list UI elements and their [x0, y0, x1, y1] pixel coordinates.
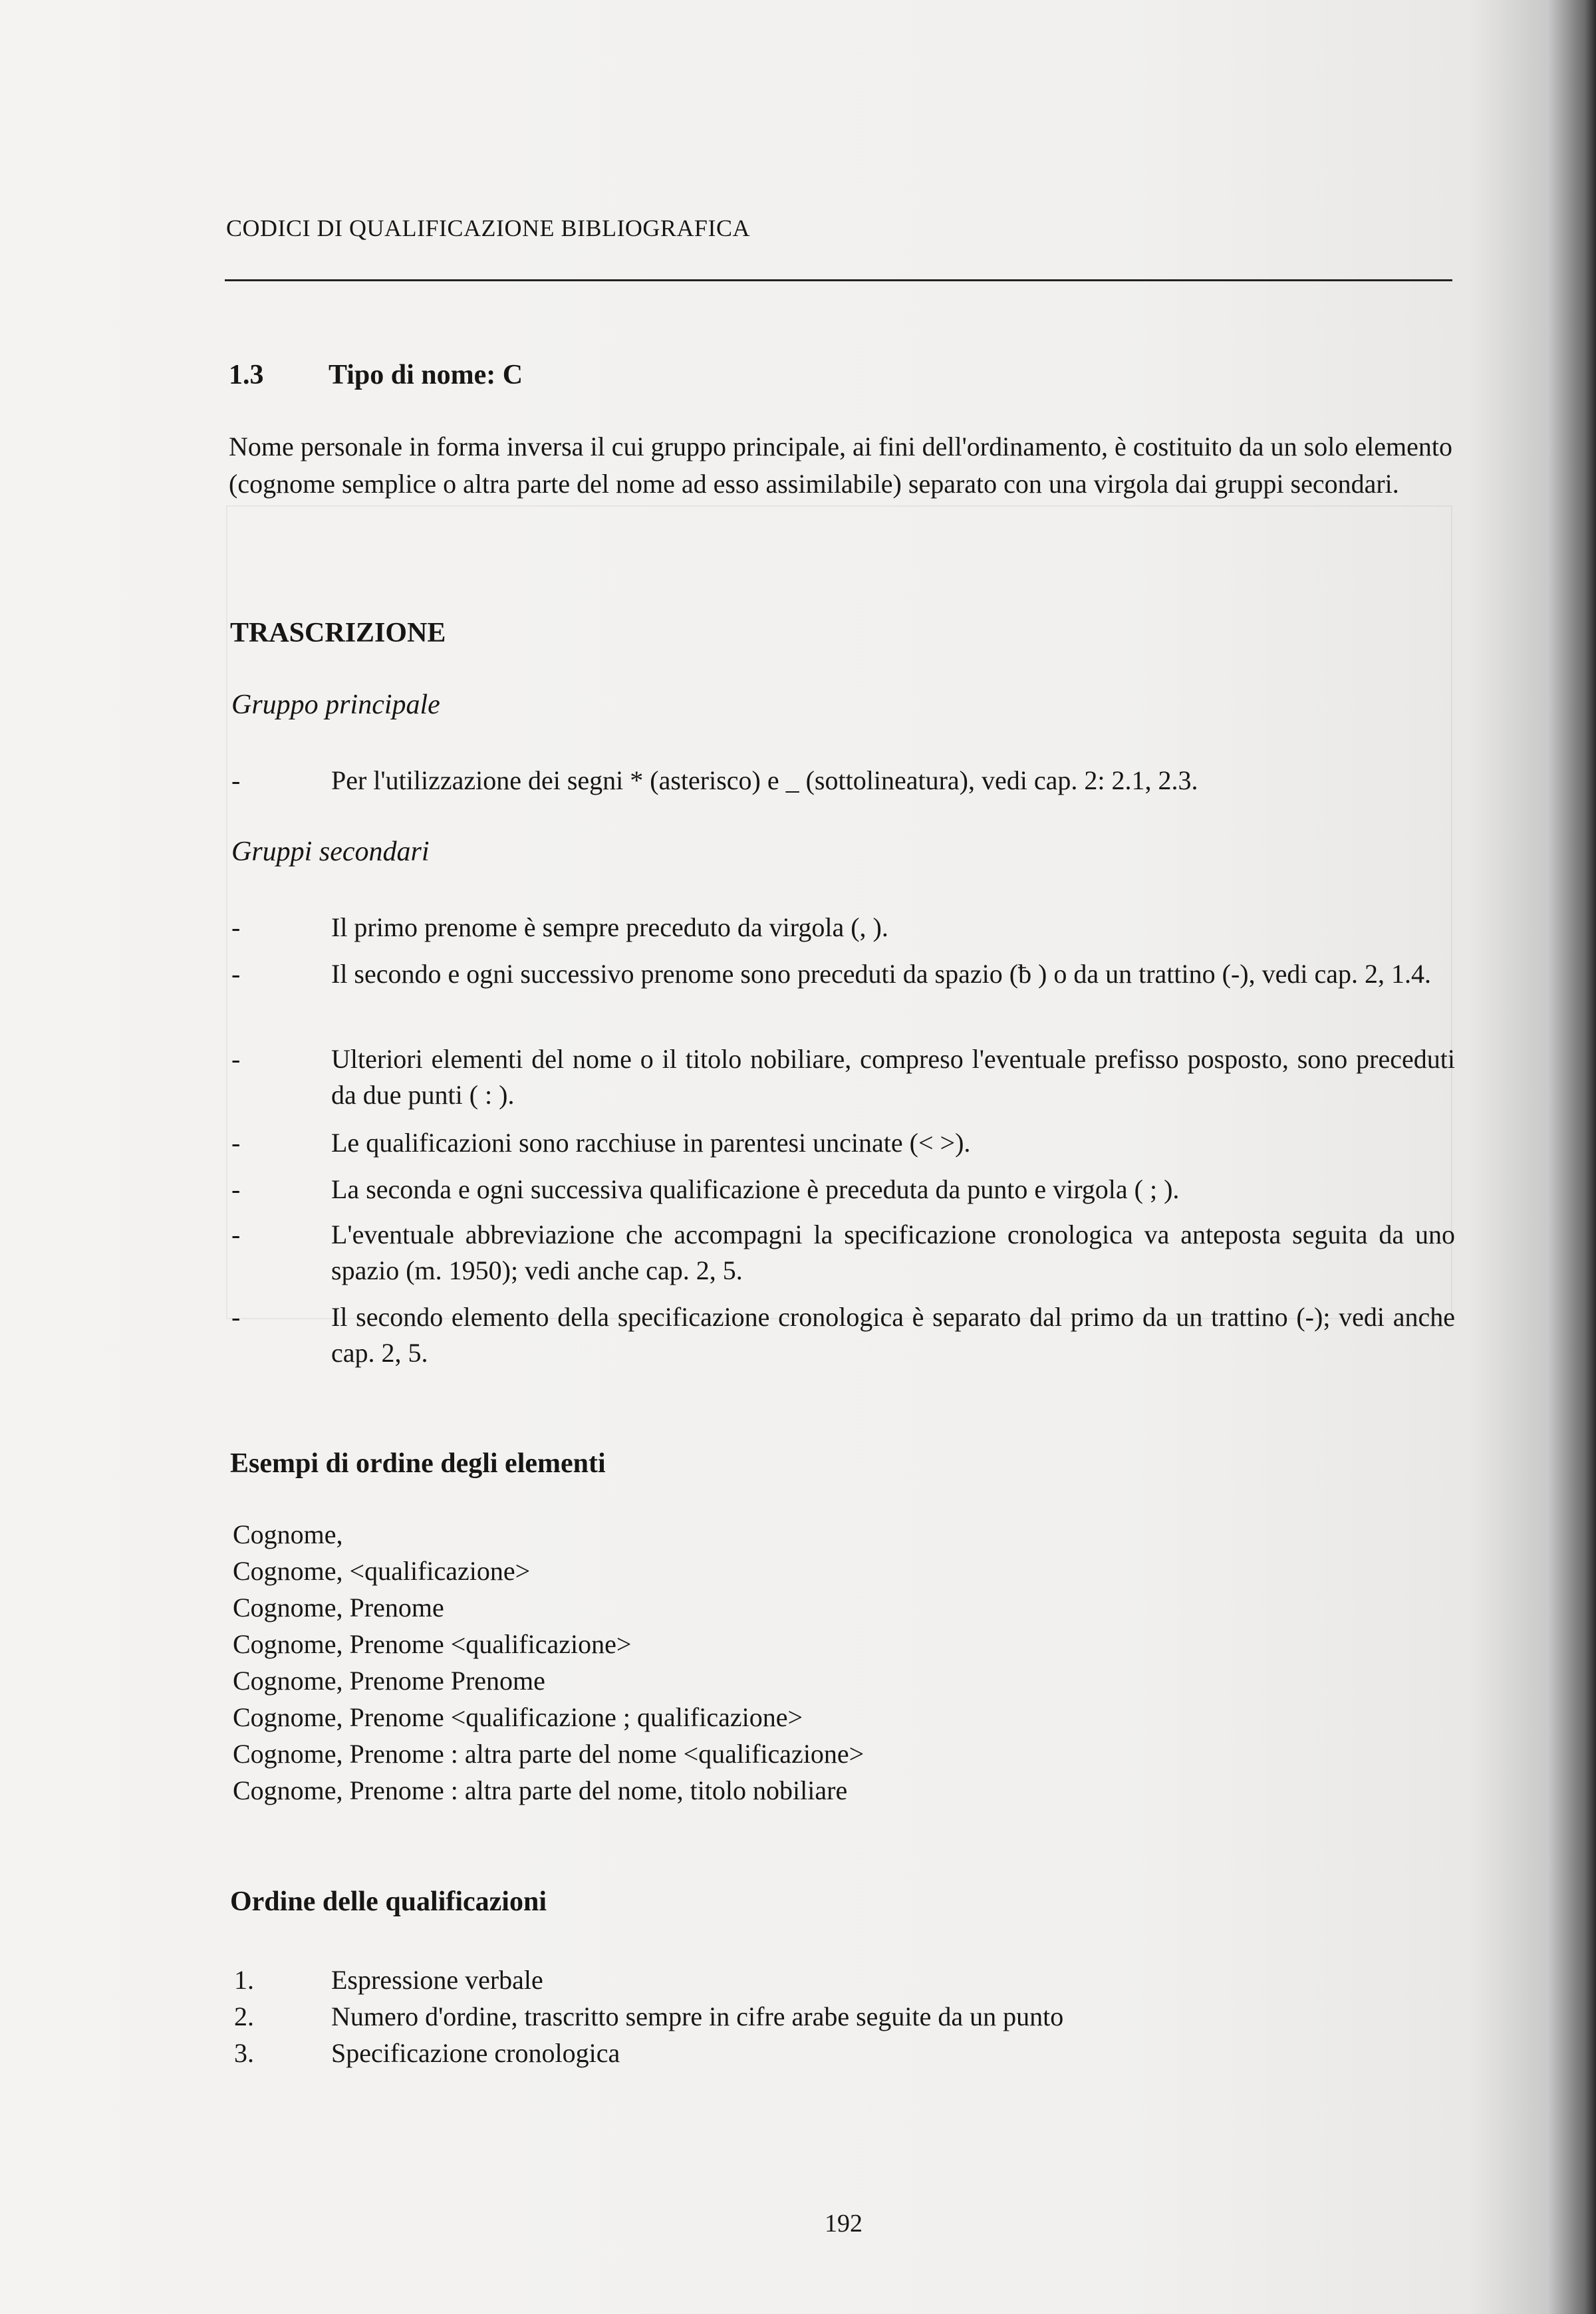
esempi-heading: Esempi di ordine degli elementi [230, 1448, 606, 1479]
example-line: Cognome, [233, 1519, 343, 1549]
dash-bullet: - [231, 1302, 241, 1332]
list-item-text: Le qualificazioni sono racchiuse in parentesi uncinate (< >). [331, 1128, 971, 1158]
list-item-text: Per l'utilizzazione dei segni * (asterisco) e _ (sottolineatura), vedi cap. 2: 2.1, 2.3. [331, 765, 1198, 795]
list-item [231, 1299, 1455, 1371]
trascrizione-heading: TRASCRIZIONE [230, 618, 446, 648]
dash-bullet: - [231, 1174, 241, 1204]
example-line: Cognome, Prenome [233, 1593, 444, 1622]
example-line: Cognome, <qualificazione> [233, 1556, 531, 1586]
list-item-text: Il secondo elemento della specificazione cronologica è separato dal primo da un trattino (-); vedi anche cap. 2, 5. [331, 1302, 1455, 1368]
list-item-text: La seconda e ogni successiva qualificazione è preceduta da punto e virgola ( ; ). [331, 1174, 1180, 1204]
list-item-text: Espressione verbale [331, 1965, 543, 1995]
list-item-text: Il secondo e ogni successivo prenome sono preceduti da spazio (ƀ ) o da un trattino (-), vedi cap. 2, 1.4. [331, 959, 1431, 989]
section-title [229, 359, 523, 391]
list-item [234, 1998, 1063, 2035]
ordine-list [234, 1962, 1063, 2071]
list-item-number: 1. [234, 1965, 254, 1995]
examples-list [233, 1516, 864, 1809]
example-line: Cognome, Prenome Prenome [233, 1666, 545, 1696]
list-item [231, 956, 1455, 992]
dash-bullet: - [231, 912, 241, 942]
list-item [231, 763, 1455, 799]
list-item [231, 1041, 1455, 1113]
intro-paragraph: Nome personale in forma inversa il cui gruppo principale, ai fini dell'ordinamento, è costituito da un solo elemento (cognome semplice o altra parte del nome ad esso assimilabile) separato con una virgola dai gruppi secondari. [229, 432, 1452, 499]
gruppo-principale-heading: Gruppo principale [231, 690, 440, 720]
list-item [234, 1962, 1063, 1998]
list-item [231, 910, 1455, 946]
list-item-number: 3. [234, 2038, 254, 2068]
list-item-text: L'eventuale abbreviazione che accompagni la specificazione cronologica va anteposta seguita da uno spazio (m. 1950); vedi anche cap. 2, 5. [331, 1220, 1455, 1285]
list-item-text: Ulteriori elementi del nome o il titolo nobiliare, compreso l'eventuale prefisso posposto, sono preceduti da due punti ( : ). [331, 1044, 1455, 1110]
list-item [231, 1217, 1455, 1289]
list-item-text: Specificazione cronologica [331, 2038, 620, 2068]
example-line: Cognome, Prenome <qualificazione ; qualificazione> [233, 1702, 803, 1732]
example-line: Cognome, Prenome <qualificazione> [233, 1629, 632, 1659]
header-rule [225, 279, 1452, 281]
dash-bullet: - [231, 765, 241, 795]
dash-bullet: - [231, 1220, 241, 1249]
dash-bullet: - [231, 1044, 241, 1074]
list-item-number: 2. [234, 2001, 254, 2031]
dash-bullet: - [231, 1128, 241, 1158]
list-item-text: Il primo prenome è sempre preceduto da virgola (, ). [331, 912, 888, 942]
list-item [234, 2035, 1063, 2071]
section-number: 1.3 [229, 360, 264, 390]
gruppi-secondari-heading: Gruppi secondari [231, 836, 430, 867]
list-item [231, 1125, 1455, 1161]
page-number: 192 [825, 2210, 863, 2238]
ordine-heading: Ordine delle qualificazioni [230, 1886, 547, 1917]
example-line: Cognome, Prenome : altra parte del nome <qualificazione> [233, 1739, 864, 1769]
list-item-text: Numero d'ordine, trascritto sempre in cifre arabe seguite da un punto [331, 2001, 1064, 2031]
section-heading: Tipo di nome: C [329, 360, 523, 390]
example-line: Cognome, Prenome : altra parte del nome, titolo nobiliare [233, 1775, 848, 1805]
list-item [231, 1172, 1455, 1208]
dash-bullet: - [231, 959, 241, 989]
running-header: CODICI DI QUALIFICAZIONE BIBLIOGRAFICA [226, 215, 750, 241]
